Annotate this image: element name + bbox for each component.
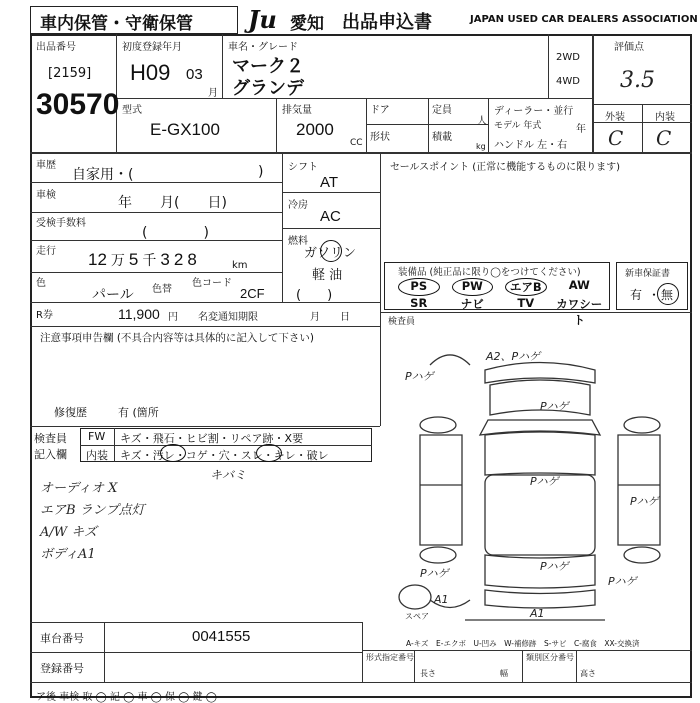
- name-notice-label: 名変通知期限: [198, 312, 258, 323]
- ju-logo: Ju: [248, 5, 277, 34]
- warranty-selected-circle: [657, 283, 679, 305]
- model-year-unit: 年: [576, 124, 586, 135]
- check-fw-label: FW: [88, 430, 106, 443]
- history-value: 自家用・(: [72, 167, 134, 183]
- notes-label: 注意事項申告欄 (不具合内容等は具体的に記入して下さい): [40, 332, 315, 344]
- mileage-digits: [88, 250, 197, 270]
- org-english: JAPAN USED CAR DEALERS ASSOCIATION: [470, 14, 698, 25]
- dim-label-2: 類別区分番号: [526, 653, 574, 662]
- equipment-item: PS: [398, 278, 440, 296]
- fuel-gasoline: ガソリン: [304, 246, 357, 261]
- interior-grade: C: [656, 126, 672, 150]
- check-fw-items: キズ・飛石・ヒビ割・リペア跡・X要: [120, 432, 304, 445]
- fuel-selected-circle: [320, 240, 342, 262]
- history-label: 車歴: [36, 160, 56, 171]
- equipment-item: ナビ: [460, 297, 484, 311]
- color-code-label: 色コード: [192, 278, 232, 289]
- check-circle-1: [160, 444, 186, 462]
- diagram-mark-5: Pハゲ: [630, 495, 659, 508]
- dim-height: 高さ: [580, 669, 596, 678]
- capacity-unit: 人: [477, 116, 487, 127]
- diagram-mark-6: Pハゲ: [540, 560, 569, 573]
- diagram-mark-3: Pハゲ: [540, 400, 569, 413]
- fuel-diesel: 軽 油: [312, 268, 343, 283]
- fuel-label: 燃料: [288, 236, 308, 247]
- registration-label: 登録番号: [40, 662, 84, 675]
- load-unit: kg: [476, 142, 486, 151]
- shift-label: シフト: [288, 162, 318, 173]
- diagram-legend: A-キズ E-エクボ U-凹み W-補修跡 S-サビ C-腐食 XX-交換済: [406, 639, 640, 648]
- check-interior-items: キズ・汚レ・コゲ・穴・スレ・キレ・破レ: [120, 449, 329, 462]
- fuel-other: ( ): [296, 288, 333, 303]
- handwritten-note: ボディA1: [40, 547, 96, 562]
- first-reg-label: 初度登録年月: [122, 42, 182, 53]
- diagram-mark-1: A2、Pハゲ: [486, 350, 541, 363]
- equipment-item: SR: [410, 296, 428, 310]
- warranty-yes: 有: [630, 288, 643, 302]
- warranty-no: 無: [661, 288, 674, 302]
- receipt-value: ( ): [142, 225, 209, 241]
- check-examiner-label: 検査員: [34, 432, 67, 445]
- diagram-spare-label: スペア: [405, 612, 429, 621]
- name-notice-value: 月 日: [310, 312, 350, 323]
- first-reg-era-year: H09: [130, 60, 171, 85]
- inspector-label: 検査員: [388, 317, 416, 327]
- capacity-label: 定員: [432, 105, 452, 116]
- rating-score: 3.5: [620, 68, 655, 93]
- lot-sub-number: [2159]: [48, 66, 92, 81]
- diagram-mark-8: Pハゲ: [608, 575, 637, 588]
- displacement-label: 排気量: [282, 105, 312, 116]
- handwritten-note: オーディオ X: [40, 481, 118, 496]
- mileage-digit: 8: [187, 250, 197, 269]
- load-label: 積載: [432, 132, 452, 143]
- equipment-item: PW: [452, 278, 494, 296]
- type-value: E-GX100: [150, 120, 220, 139]
- inspection-label: 車検: [36, 190, 56, 201]
- chassis-label: 車台番号: [40, 632, 84, 645]
- diagram-mark-2: Pハゲ: [405, 370, 434, 383]
- equipment-item: TV: [517, 296, 535, 310]
- dim-label-1: 形式指定番号: [366, 653, 414, 662]
- model-grade: グランデ: [232, 78, 304, 99]
- color-value: パール: [92, 287, 134, 303]
- dealer-label: ディーラー・並行: [494, 106, 574, 117]
- receipt-label: 受検手数料: [36, 218, 86, 229]
- displacement-unit: CC: [350, 138, 363, 148]
- inspection-value: 年 月( 日): [118, 195, 227, 211]
- sales-point-label: セールスポイント (正常に機能するものに限ります): [390, 162, 621, 173]
- type-label: 型式: [122, 105, 142, 116]
- car-damage-diagram: [390, 335, 690, 635]
- mileage-digit: 万: [110, 252, 125, 268]
- check-interior-label: 内装: [86, 449, 108, 462]
- color-code-value: 2CF: [240, 286, 265, 301]
- equipment-grid: [392, 278, 606, 328]
- drive-4wd: 4WD: [556, 76, 580, 87]
- handwritten-note: A/W キズ: [40, 525, 98, 540]
- equipment-item: エアB: [505, 278, 547, 296]
- first-reg-month-unit: 月: [208, 88, 218, 99]
- form-title: 出品申込書: [342, 12, 432, 32]
- warranty-sep: ・: [648, 288, 661, 302]
- ac-value: AC: [320, 208, 341, 225]
- tax-value: 11,900: [118, 306, 160, 322]
- tax-unit: 円: [168, 312, 178, 323]
- tax-label: R券: [36, 310, 53, 321]
- mileage-unit: km: [232, 260, 248, 271]
- first-reg-month: 03: [186, 66, 203, 83]
- lot-label: 出品番号: [36, 42, 76, 53]
- drive-2wd: 2WD: [556, 52, 580, 63]
- color-label: 色: [36, 278, 46, 289]
- chassis-value: 0041555: [192, 628, 251, 645]
- equipment-item: カワシート: [556, 297, 603, 327]
- mileage-digit: 12: [88, 250, 107, 269]
- lot-number: 30570: [36, 88, 120, 121]
- warranty-label: 新車保証書: [625, 269, 671, 279]
- model-name: マーク２: [232, 56, 304, 77]
- dim-length: 長さ: [420, 669, 436, 678]
- handwritten-notes: [40, 478, 145, 566]
- diagram-mark-10: A1: [530, 607, 545, 620]
- mileage-digit: 5: [128, 250, 139, 269]
- mileage-digit: 千: [142, 252, 157, 268]
- diagram-mark-4: Pハゲ: [530, 475, 559, 488]
- mileage-label: 走行: [36, 246, 56, 257]
- equipment-label: 装備品 (純正品に限り◯をつけてください): [398, 267, 581, 278]
- bottom-row-text: ア後 車検 取 ◯ 記 ◯ 車 ◯ 保 ◯ 鍵 ◯: [36, 692, 217, 703]
- history-close-paren: ): [258, 164, 264, 180]
- displacement-value: 2000: [296, 120, 334, 139]
- repair-label: 修復歴: [54, 406, 87, 419]
- shift-value: AT: [320, 174, 339, 191]
- color-change-label: 色替: [152, 284, 172, 295]
- check-recorder-label: 記入欄: [34, 448, 67, 461]
- check-circle-2: [256, 444, 282, 462]
- dim-width: 幅: [500, 669, 508, 678]
- mileage-digit: 2: [173, 250, 184, 269]
- exterior-grade: C: [608, 126, 624, 150]
- storage-note: 車内保管・守衛保管: [40, 14, 193, 33]
- diagram-mark-9: A1: [434, 593, 449, 606]
- diagram-mark-7: Pハゲ: [420, 567, 449, 580]
- org-name: 愛知: [290, 14, 324, 33]
- handwritten-note: エアB ランプ点灯: [40, 503, 145, 518]
- shape-label: 形状: [370, 132, 390, 143]
- exterior-label: 外装: [605, 112, 625, 123]
- model-year-label: モデル 年式: [494, 121, 542, 131]
- model-label: 車名・グレード: [228, 42, 298, 53]
- interior-label: 内装: [655, 112, 675, 123]
- check-annotation: キバミ: [210, 468, 247, 482]
- mileage-digit: 3: [160, 250, 170, 269]
- ac-label: 冷房: [288, 200, 308, 211]
- rating-label: 評価点: [614, 42, 644, 53]
- repair-value: 有 (箇所: [118, 406, 159, 419]
- equipment-item: AW: [568, 278, 590, 292]
- door-label: ドア: [370, 105, 390, 116]
- handle-label: ハンドル 左・右: [494, 140, 568, 151]
